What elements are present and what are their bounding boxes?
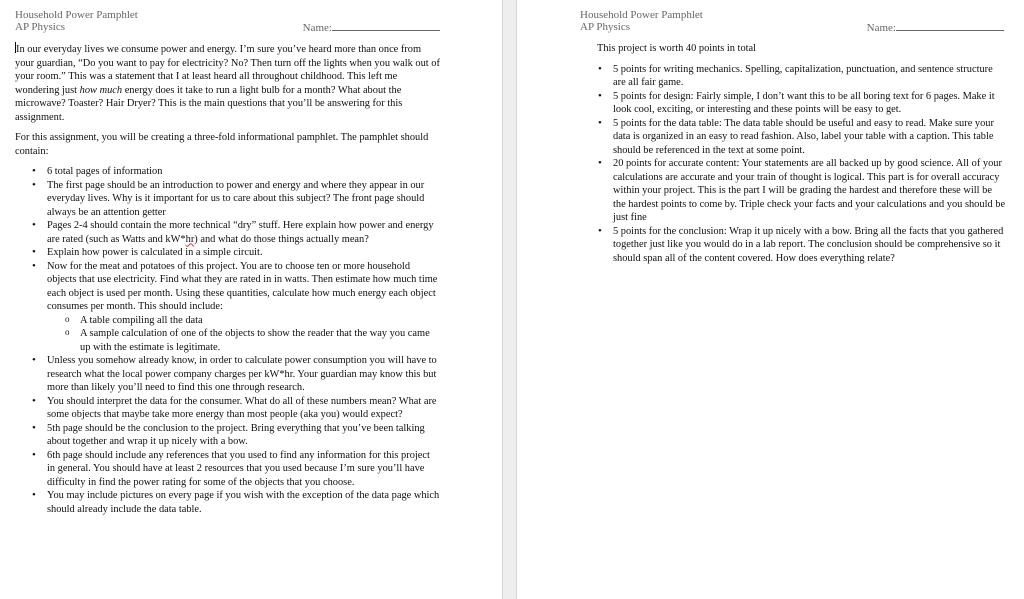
list-item[interactable]: • 6th page should include any references that you used to find any information for this project in general. You should have at least 2 resources that you used because I’m sure you’ll have difficulty in find the power rating for some of the objects that you choose. [47,449,440,490]
name-blank [332,21,440,31]
list-item[interactable]: • 6 total pages of information [47,165,440,179]
page-header [580,9,1004,33]
grading-item[interactable]: • 5 points for writing mechanics. Spelling, capitalization, punctuation, and sentence structure are all fair game. [613,63,1007,90]
page-1-body[interactable] [15,42,440,516]
document-page-2 [517,0,1024,599]
intro-text-b: energy does it take to run a light bulb for a month? What about the microwave? Toaster? Hair Dryer? This is the main questions that you’ll be answering for this assignment. [15,84,403,123]
requirements-list [15,165,440,516]
intro-text-a: In our everyday lives we consume power and energy. I’m sure you’ve heard more than once from your guardian, “Do you want to pay for electricity? No? Then turn off the lights when you walk out of your room.” This was a statement that I at least heard all throughout childhood. This left me wondering just [15,44,440,96]
grading-item[interactable]: • 5 points for design: Fairly simple, I don’t want this to be all boring text for 6 pages. Make it look cool, exciting, or interesting and these points will be easy to get. [613,90,1007,117]
name-field [303,21,440,34]
list-item[interactable]: • 5th page should be the conclusion to the project. Bring everything that you’ve been talking about together and wrap it up nicely with a bow. [47,422,440,449]
points-total[interactable]: This project is worth 40 points in total [597,43,757,54]
page-2-body[interactable] [597,42,1007,265]
list-item[interactable]: • Unless you somehow already know, in order to calculate power consumption you will have to research what the local power company charges per kW*hr. Your guardian may know this but more than likely you’ll need to find this one through research. [47,354,440,395]
grading-item[interactable]: • 20 points for accurate content: Your statements are all backed up by good science. All of your calculations are accurate and your train of thought is logical. This part is for overall accuracy within your project. This is the part I will be grading the hardest and therefore these will be the hardest points to come by. Triple check your facts and your calculations and you should be just fine [613,157,1007,225]
header-title: Household Power Pamphlet [15,9,138,21]
list-item[interactable]: • Explain how power is calculated in a simple circuit. [47,246,440,260]
intro-emphasis: how much [79,84,123,96]
sub-list-item[interactable]: o A table compiling all the data [80,314,440,328]
grading-item[interactable]: • 5 points for the conclusion: Wrap it up nicely with a bow. Bring all the facts that you gathered together just like you would do in a lab report. The conclusion should be comprehensive so it should span all of the content covered. How does everything relate? [613,225,1007,266]
header-title: Household Power Pamphlet [580,9,703,21]
list-item-text: Now for the meat and potatoes of this project. You are to choose ten or more household objects that use electricity. Find what they are rated in in watts. Then estimate how much time each object is used per month. Using these quantities, calculate how much energy each object consumes per month. This should include: [47,260,438,312]
name-label: Name: [866,22,896,34]
list-item-text: Pages 2-4 should contain the more technical “dry” stuff. Here explain how power and energy are rated (such as Watts and kW* [47,220,434,245]
spelling-flag: hr [185,233,195,245]
grading-item[interactable]: • 5 points for the data table: The data table should be useful and easy to read. Make sure your data is organized in an easy to read fashion. Also, label your table with a caption. This table should be referenced in the text at some point. [613,117,1007,158]
page-edge [502,0,503,599]
list-item[interactable]: • You should interpret the data for the consumer. What do all of these numbers mean? What are some objects that maybe take more energy than most people (aka you) would expect? [47,395,440,422]
intro-paragraph[interactable] [15,42,440,124]
header-subject: AP Physics [15,21,66,33]
page-header [15,9,440,33]
sub-list [47,314,440,355]
header-subject: AP Physics [580,21,631,33]
list-item[interactable]: • You may include pictures on every page if you wish with the exception of the data page which should already include the data table. [47,489,440,516]
list-item[interactable] [47,260,440,355]
list-item[interactable]: • The first page should be an introduction to power and energy and where they appear in our everyday lives. Why is it important for us to care about this subject? The front page should always be an attention getter [47,179,440,220]
list-item-text: ) and what do those things actually mean? [194,233,369,245]
name-blank [896,21,1004,31]
name-field [867,21,1004,34]
page-gutter [502,0,517,599]
name-label: Name: [302,22,332,34]
assignment-paragraph[interactable]: For this assignment, you will be creating a three-fold informational pamphlet. The pamphlet should contain: [15,132,429,157]
sub-list-item[interactable]: o A sample calculation of one of the objects to show the reader that the way you came up with the estimate is legitimate. [80,327,440,354]
grading-list [597,63,1007,266]
document-page-1 [0,0,502,599]
list-item[interactable] [47,219,440,246]
